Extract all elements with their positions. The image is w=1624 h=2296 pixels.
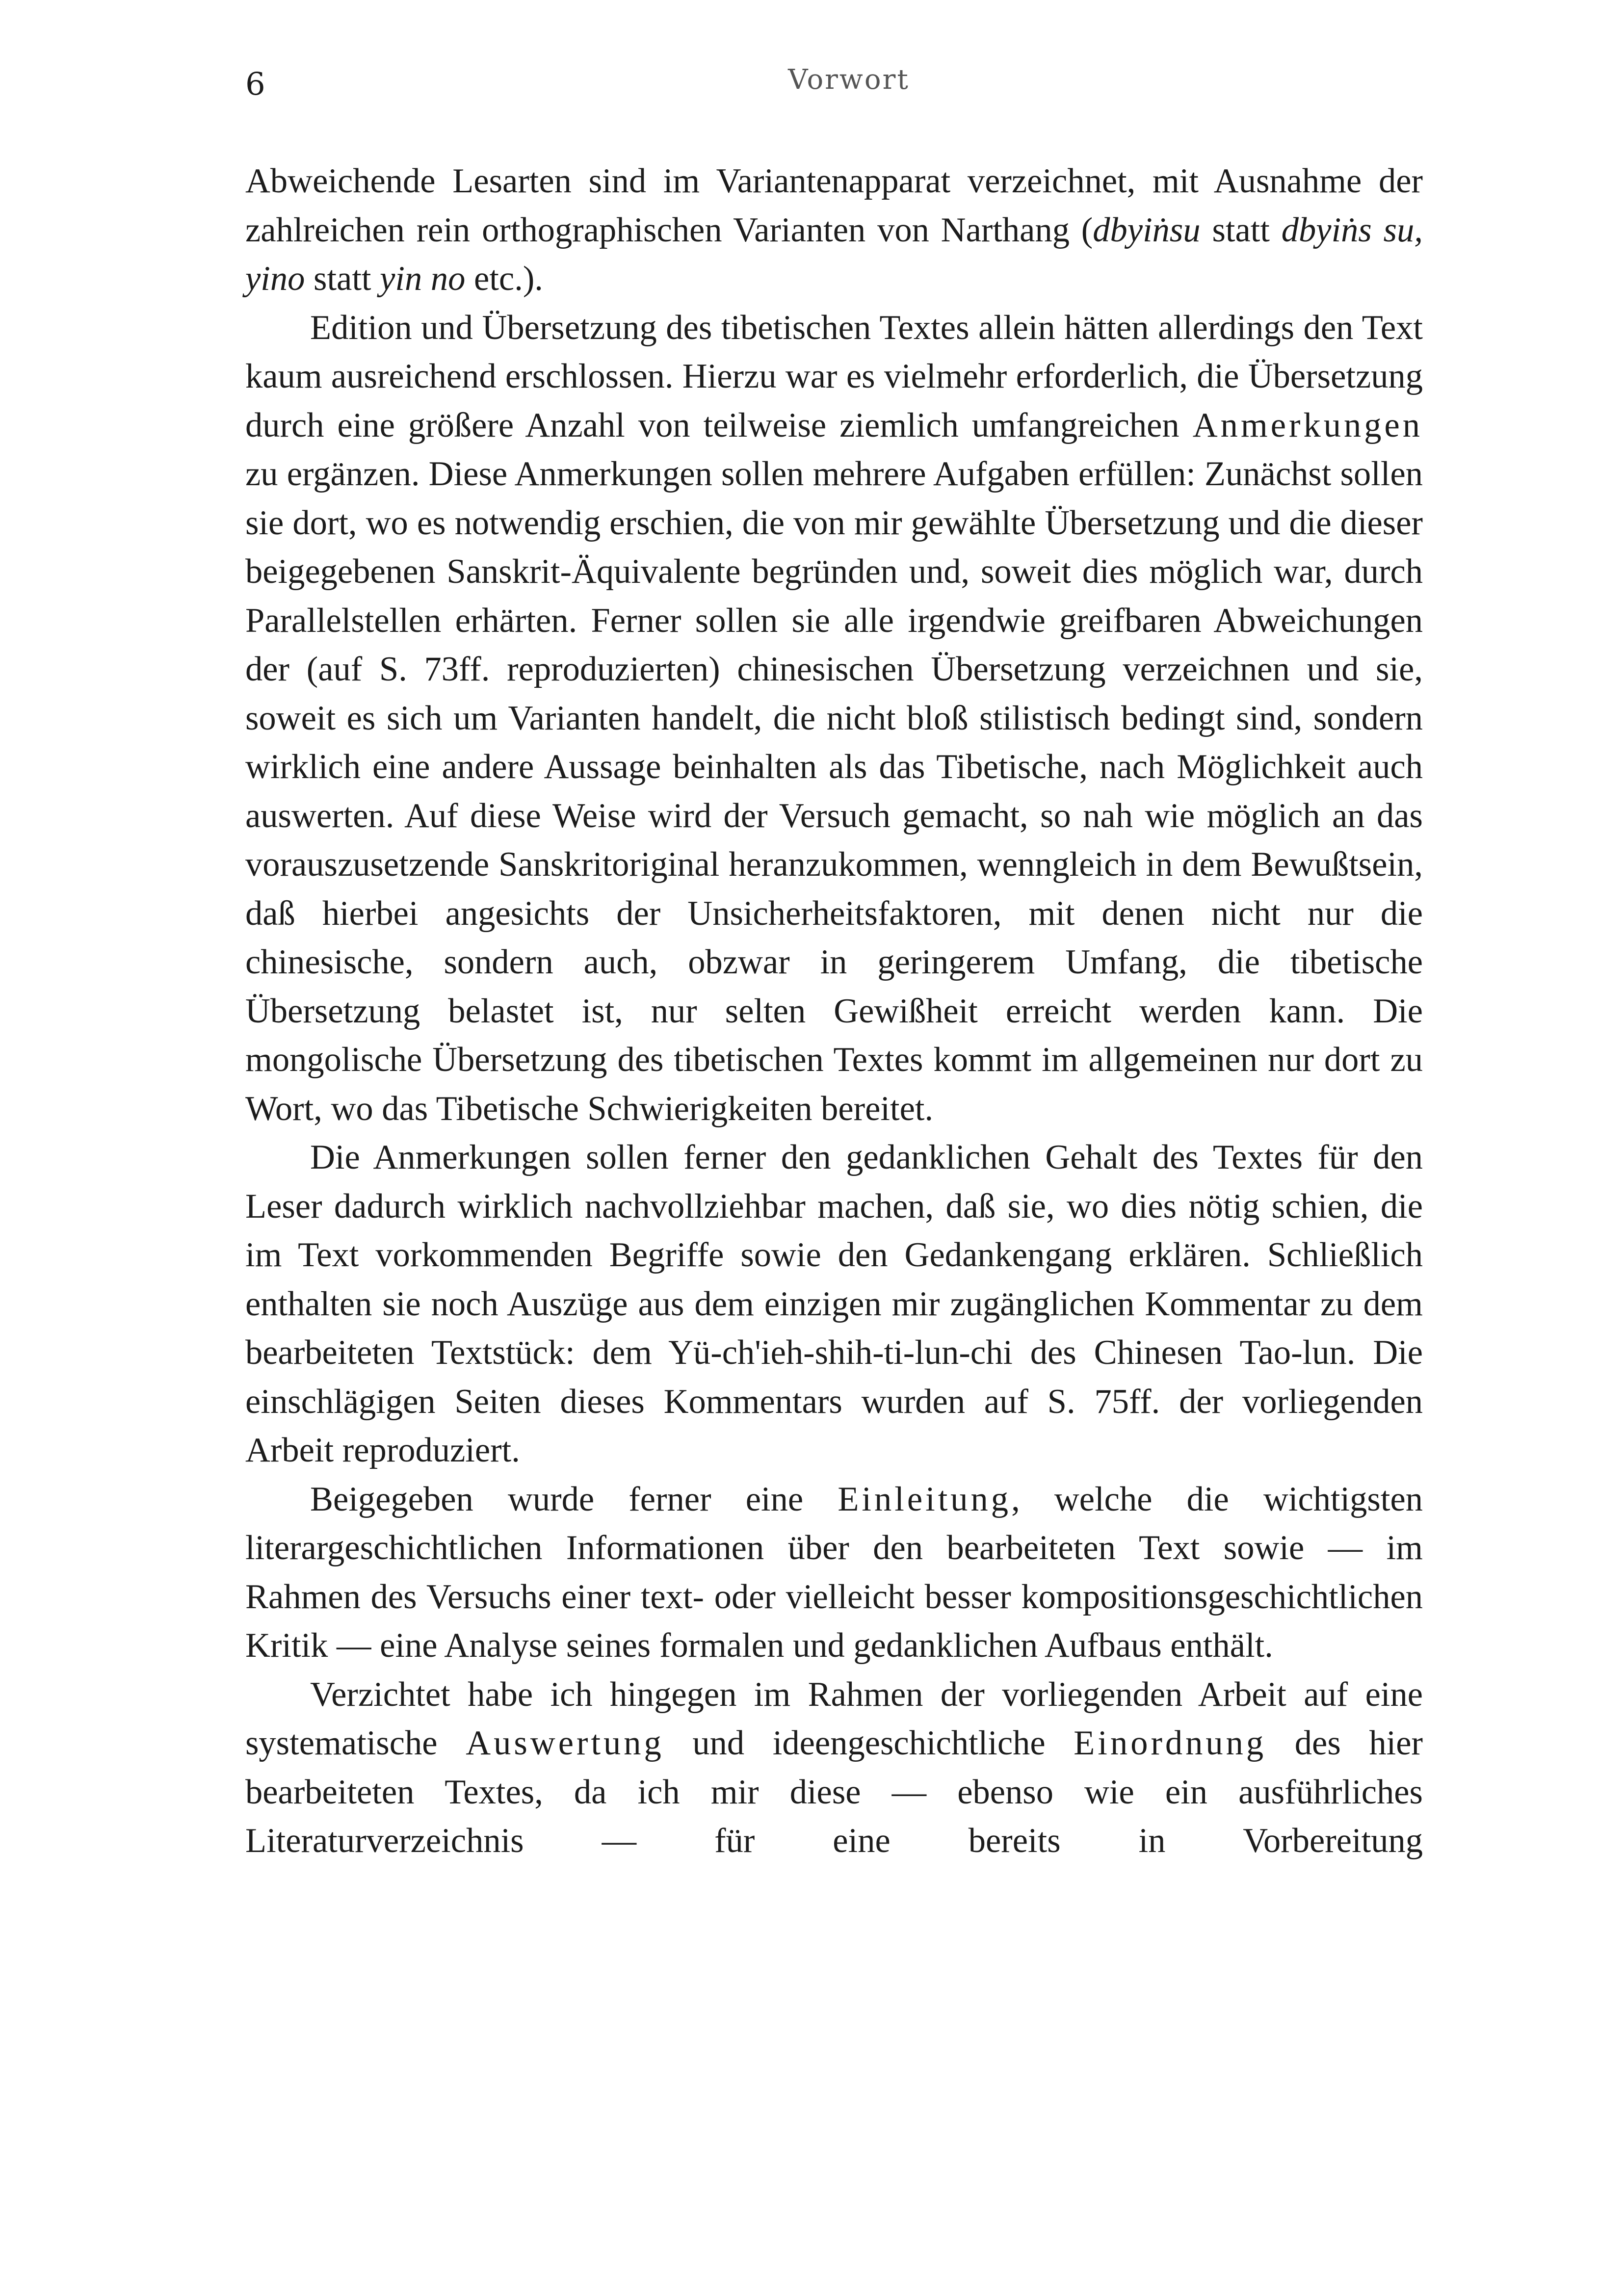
paragraph-5-text: des hier bearbeiteten Textes, da ich mir diese — ebenso wie ein ausführliches Literaturverzeichnis — für eine bereits in Vorbereitung [245, 1724, 1423, 1860]
tibetan-term: yin no [380, 260, 466, 298]
paragraph-5-text: Verzichtet habe ich hingegen im Rahmen der vorliegenden Arbeit auf eine systematische [245, 1675, 1423, 1762]
page-number: 6 [245, 66, 265, 103]
paragraph-4-text: Beigegeben wurde ferner eine [310, 1480, 838, 1518]
paragraph-3 [245, 1133, 1423, 1475]
paragraph-3-text: Die Anmerkungen sollen ferner den gedanklichen Gehalt des Textes für den Leser dadurch wirklich nachvollziehbar machen, daß sie, wo dies nötig schien, die im Text vorkommenden Begriffe sowie den Gedankengang erklären. Schließlich enthalten sie noch Auszüge aus dem einzigen mir zugänglichen Kommentar zu dem bearbeiteten Textstück: dem Yü-ch'ieh-shih-ti-lun-chi des Chinesen Tao-lun. Die einschlägigen Seiten dieses Kommentars wurden auf S. 75ff. der vorliegenden Arbeit reproduziert. [245, 1138, 1423, 1469]
spaced-term-anmerkungen: Anmerkungen [1192, 406, 1423, 444]
spaced-term-auswertung: Auswertung [466, 1724, 664, 1762]
paragraph-4-text: , welche die wichtigsten literargeschichtlichen Informationen über den bearbeiteten Text sowie — im Rahmen des Versuchs einer text- oder vielleicht besser kompositionsgeschichtlichen Kritik — eine Analyse seines formalen und gedanklichen Aufbaus enthält. [245, 1480, 1423, 1665]
paragraph-5-text: und ideengeschichtliche [664, 1724, 1074, 1762]
tibetan-term: dbyiṅsu [1093, 210, 1201, 249]
paragraph-1-text: statt [305, 260, 380, 298]
paragraph-5 [245, 1670, 1423, 1866]
running-head: Vorwort [788, 64, 910, 96]
paragraph-1-text: Abweichende Lesarten sind im Variantenapparat verzeichnet, mit Ausnahme der zahlreichen rein orthographischen Varianten von Narthang ( [245, 162, 1423, 249]
paragraph-2-text: zu ergänzen. Diese Anmerkungen sollen mehrere Aufgaben erfüllen: Zunächst sollen sie dort, wo es notwendig erschien, die von mir gewählte Übersetzung und die dieser beigegebenen Sanskrit-Äquivalente begründen und, soweit dies möglich war, durch Parallelstellen erhärten. Ferner sollen sie alle irgendwie greifbaren Abweichungen der (auf S. 73ff. reproduzierten) chinesischen Übersetzung verzeichnen und sie, soweit es sich um Varianten handelt, die nicht bloß stilistisch bedingt sind, sondern wirklich eine andere Aussage beinhalten als das Tibetische, nach Möglichkeit auch auswerten. Auf diese Weise wird der Versuch gemacht, so nah wie möglich an das vorauszusetzende Sanskritoriginal heranzukommen, wenngleich in dem Bewußtsein, daß hierbei angesichts der Unsicherheitsfaktoren, mit denen nicht nur die chinesische, sondern auch, obzwar in geringerem Umfang, die tibetische Übersetzung belastet ist, nur selten Gewißheit erreicht werden kann. Die mongolische Übersetzung des tibetischen Textes kommt im allgemeinen nur dort zu Wort, wo das Tibetische Schwierigkeiten bereitet. [245, 455, 1423, 1128]
paragraph-1 [245, 157, 1423, 304]
page-body [245, 157, 1423, 1866]
paragraph-1-text: etc.). [465, 260, 543, 298]
spaced-term-einordnung: Einordnung [1074, 1724, 1267, 1762]
paragraph-1-text: statt [1200, 210, 1282, 249]
paragraph-2-text: Edition und Übersetzung des tibetischen Textes allein hätten allerdings den Text kaum ausreichend erschlossen. Hierzu war es vielmehr erforderlich, die Übersetzung durch eine größere Anzahl von teilweise ziemlich umfangreichen [245, 308, 1423, 444]
spaced-term-einleitung: Einleitung [838, 1480, 1012, 1518]
tibetan-term: dbyiṅs su, yino [245, 210, 1423, 298]
paragraph-2 [245, 304, 1423, 1134]
paragraph-4 [245, 1475, 1423, 1670]
